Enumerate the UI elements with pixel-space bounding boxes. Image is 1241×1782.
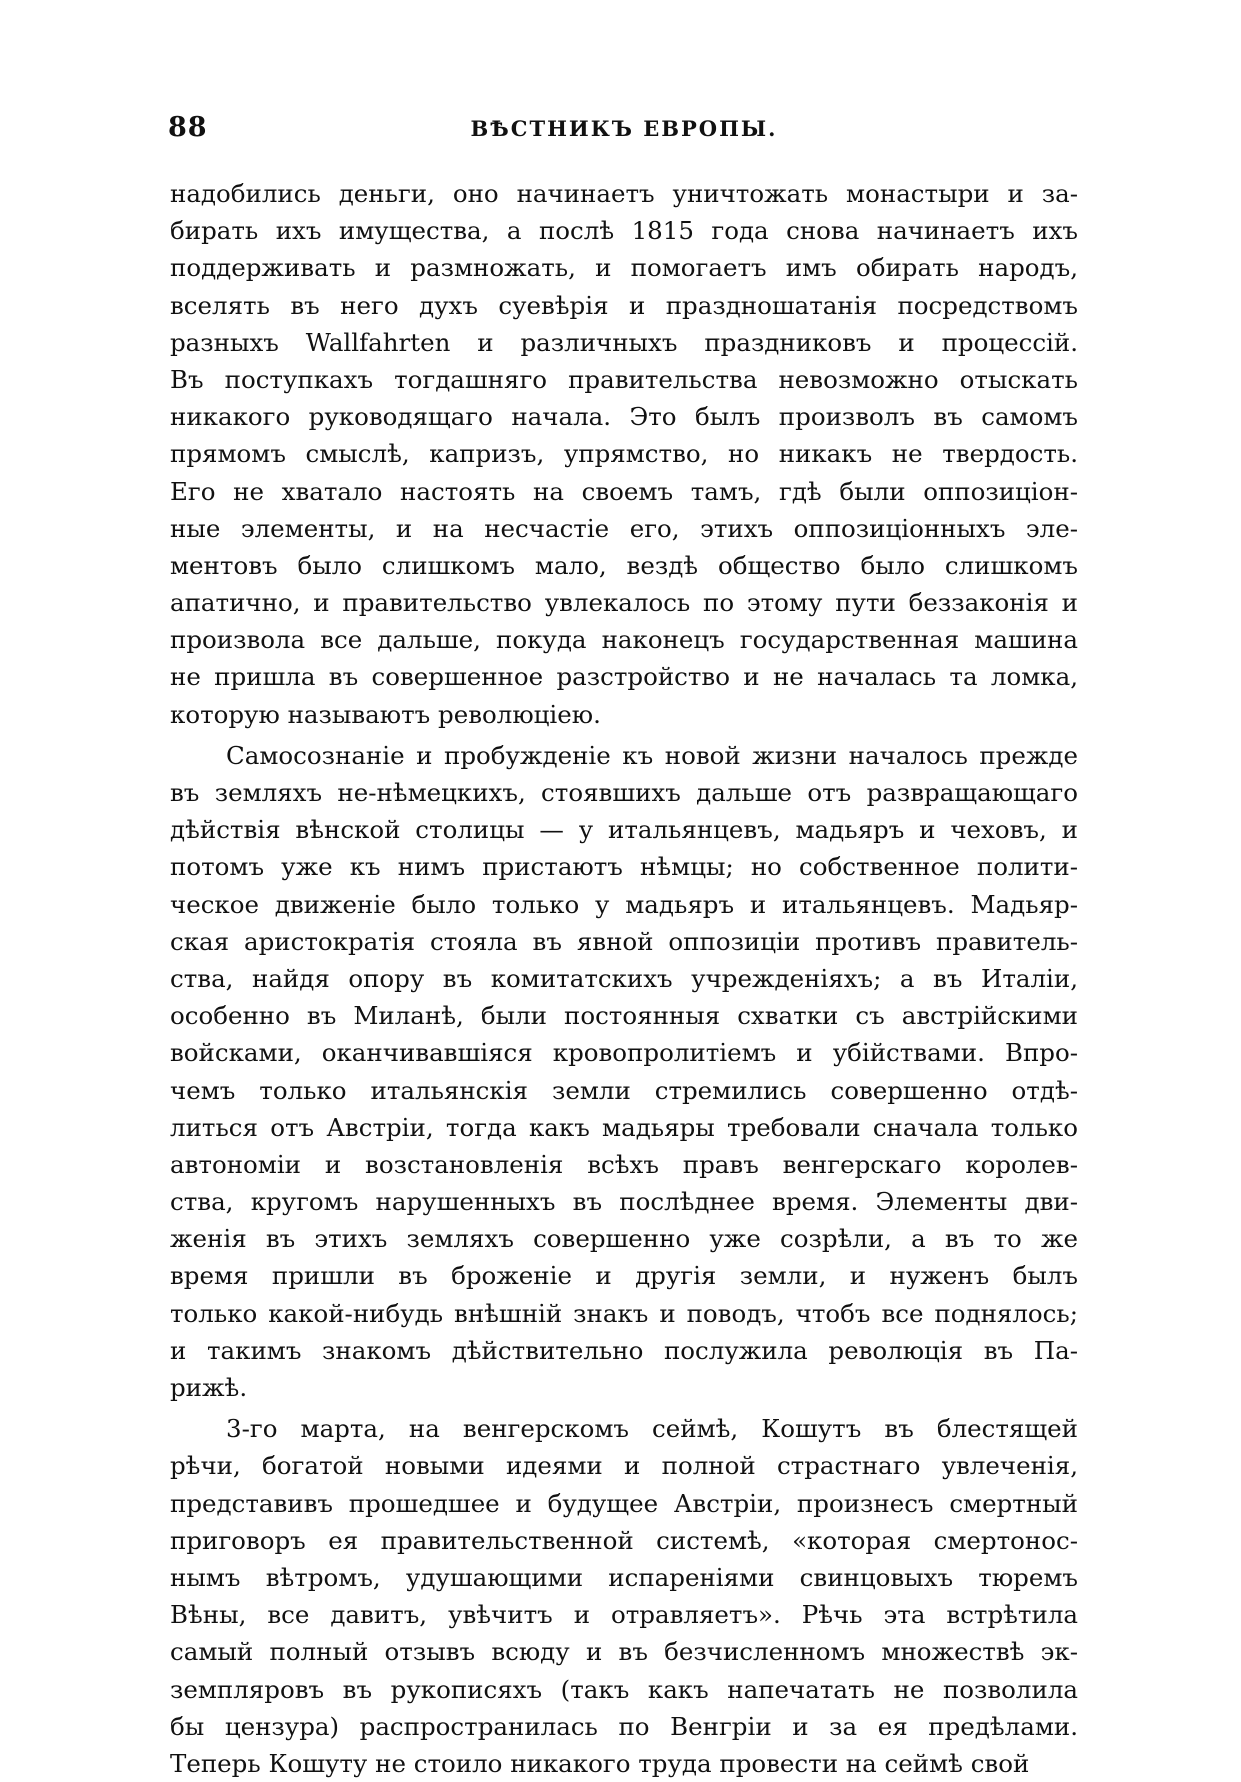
text-line: которую называютъ революціею. [170,699,601,729]
text-line: рижѣ. [170,1373,248,1402]
body-text [170,175,1078,1782]
text-line: не пришла въ совершенное разстройство и не началась та ломка, [170,662,1078,692]
text-line: произвола все дальше, покуда наконецъ государственная машина [170,625,1078,655]
text-line: Самосознаніе и пробужденіе къ новой жизни началось прежде [226,740,1078,770]
text-line: ментовъ было слишкомъ мало, вездѣ общество было слишкомъ [170,550,1078,580]
journal-title: ВѢСТНИКЪ ЕВРОПЫ. [470,116,778,141]
text-line: автономіи и возстановленія всѣхъ правъ венгерскаго королев- [170,1149,1078,1179]
text-line: представивъ прошедшее и будущее Австріи, произнесъ смертный [170,1488,1078,1518]
text-line: никакого руководящаго начала. Это былъ произволъ въ самомъ [170,402,1078,432]
text-line: земпляровъ въ рукописяхъ (такъ какъ напечатать не позволила [170,1674,1078,1704]
text-line: приговоръ ея правительственной системѣ, «которая смертонос- [170,1525,1078,1555]
text-line: апатично, и правительство увлекалось по этому пути беззаконія и [170,588,1078,618]
text-line: 3-го марта, на венгерскомъ сеймѣ, Кошутъ въ блестящей [226,1414,1078,1444]
text-line: Его не хватало настоять на своемъ тамъ, гдѣ были оппозицiон- [170,476,1078,506]
text-line: Вѣны, все давитъ, увѣчитъ и отравляетъ». Рѣчь эта встрѣтила [170,1600,1078,1630]
text-line: время пришли въ броженіе и другія земли, и нуженъ былъ [170,1261,1078,1291]
text-line: разныхъ Wallfahrten и различныхъ праздниковъ и процессій. [170,327,1078,357]
text-line: ства, кругомъ нарушенныхъ въ послѣднее время. Элементы дви- [170,1187,1078,1217]
text-line: дѣйствія вѣнской столицы — у итальянцевъ, мадьяръ и чеховъ, и [170,815,1078,845]
paragraph [170,175,1078,733]
text-line: бы цензура) распространилась по Венгріи и за ея предѣлами. [170,1711,1078,1741]
paragraph [170,1410,1078,1782]
text-line: ные элементы, и на несчастіе его, этихъ оппозиціонныхъ эле- [170,513,1078,543]
text-line: бирать ихъ имущества, а послѣ 1815 года снова начинаетъ ихъ [170,216,1078,246]
text-line: нымъ вѣтромъ, удушающими испареніями свинцовыхъ тюремъ [170,1562,1078,1592]
text-line: поддерживать и размножать, и помогаетъ имъ обирать народъ, [170,253,1078,283]
text-line: ства, найдя опору въ комитатскихъ учрежденіяхъ; а въ Италіи, [170,963,1078,993]
text-line: Въ поступкахъ тогдашняго правительства невозможно отыскать [170,364,1078,394]
text-line: рѣчи, богатой новыми идеями и полной страстнаго увлеченія, [170,1451,1078,1481]
text-line: ская аристократія стояла въ явной оппозиціи противъ правитель- [170,926,1078,956]
paragraph-list [170,175,1078,1782]
page-number: 88 [168,112,208,143]
text-line: женія въ этихъ земляхъ совершенно уже созрѣли, а въ то же [170,1224,1078,1254]
text-line: Теперь Кошуту не стоило никакого труда провести на сеймѣ свой [170,1748,1030,1778]
text-line: особенно въ Миланѣ, были постоянныя схватки съ австрійскими [170,1001,1078,1031]
text-line: и такимъ знакомъ дѣйствительно послужила революція въ Па- [170,1335,1078,1365]
text-line: надобились деньги, оно начинаетъ уничтожать монастыри и за- [170,179,1078,208]
text-line: только какой-нибудь внѣшній знакъ и поводъ, чтобъ все поднялось; [170,1298,1078,1328]
text-line: прямомъ смыслѣ, капризъ, упрямство, но никакъ не твердость. [170,439,1078,469]
text-line: вселять въ него духъ суевѣрія и праздношатанія посредствомъ [170,290,1078,320]
text-line: войсками, оканчивавшіяся кровопролитіемъ и убійствами. Впро- [170,1038,1078,1068]
text-line: въ земляхъ не-нѣмецкихъ, стоявшихъ дальше отъ развращающаго [170,778,1078,807]
running-head [168,112,1080,152]
text-line: самый полный отзывъ всюду и въ безчисленномъ множествѣ эк- [170,1637,1078,1667]
paragraph [170,737,1078,1406]
text-line: потомъ уже къ нимъ пристаютъ нѣмцы; но собственное полити- [170,852,1078,882]
text-line: чемъ только итальянскія земли стремились совершенно отдѣ- [170,1075,1078,1105]
text-line: ческое движеніе было только у мадьяръ и итальянцевъ. Мадьяр- [170,889,1078,919]
text-line: литься отъ Австріи, тогда какъ мадьяры требовали сначала только [170,1112,1078,1142]
